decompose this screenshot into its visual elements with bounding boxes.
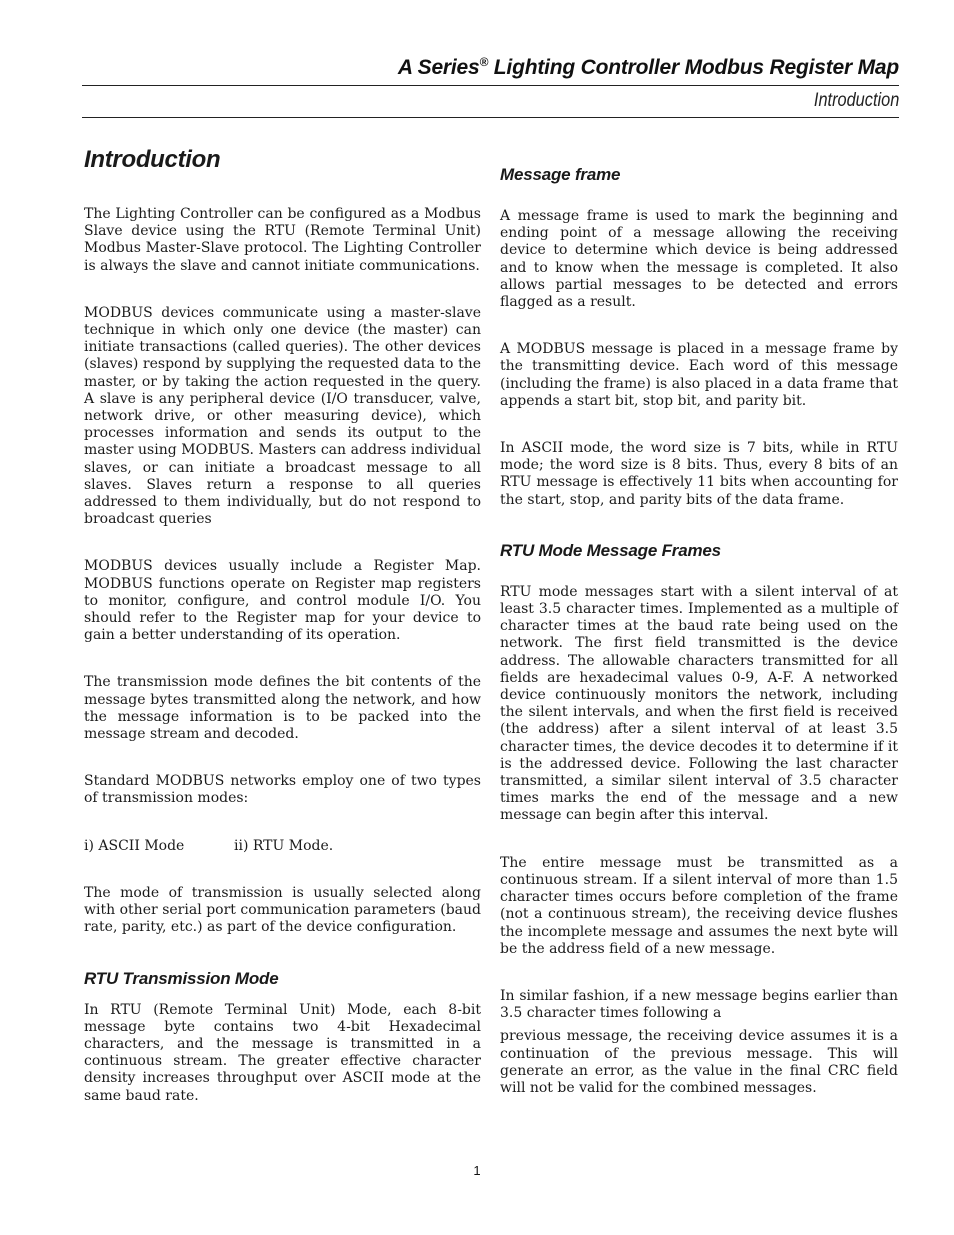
paragraph: Standard MODBUS networks employ one of two types of transmission modes:	[84, 773, 481, 807]
header-section-name: Introduction	[813, 90, 899, 111]
paragraph: MODBUS devices communicate using a master-slave technique in which only one device (the master) can initiate transactions (called queries). The other devices (slaves) respond by supplying the requested data to the master, or by taking the action requested in the query. A slave is any peripheral device (I/O transducer, valve, network drive, or other measuring device), which processes information and sends its output to the master using MODBUS. Masters can address individual slaves, or can initiate a broadcast message to all slaves. Slaves return a response to all queries addressed to them individually, but do not respond to broadcast queries	[84, 304, 481, 528]
section-heading-message-frame: Message frame	[500, 165, 621, 184]
mode-rtu: ii) RTU Mode.	[234, 837, 334, 854]
title-series: A Series	[397, 56, 480, 79]
paragraph: RTU mode messages start with a silent interval of at least 3.5 character times. Implemented as a multiple of character times at the baud rate being used on the network. The first field transmitted is the device address. The allowable characters transmitted for all fields are hexadecimal values 0-9, A-F. A networked device continuously monitors the network, including the silent intervals, and when the first field is received (the address) after a silent interval of at least 3.5 character times, the device decodes it to determine if it is the addressed device. Following the last character transmitted, a similar silent interval of 3.5 character times marks the end of the message and a new message can begin after this interval.	[500, 583, 898, 824]
paragraph: The mode of transmission is usually selected along with other serial port communication parameters (baud rate, parity, etc.) as part of the device configuration.	[84, 884, 481, 936]
right-column	[500, 164, 898, 1097]
paragraph: A message frame is used to mark the beginning and ending point of a message allowing the receiving device to determine which device is being addressed and to know when the message is completed. It also allows partial messages to be detected and errors flagged as a result.	[500, 208, 898, 311]
page-number: 1	[473, 1163, 481, 1178]
mode-ascii: i) ASCII Mode	[84, 837, 185, 854]
section-heading-rtu-frames: RTU Mode Message Frames	[500, 540, 721, 560]
paragraph: The transmission mode defines the bit contents of the message bytes transmitted along the network, and how the message information is to be packed into the message stream and decoded.	[84, 674, 481, 743]
registered-mark: ®	[479, 55, 489, 69]
title-rest: Lighting Controller Modbus Register Map	[488, 56, 899, 79]
paragraph: In ASCII mode, the word size is 7 bits, while in RTU mode; the word size is 8 bits. Thus, every 8 bits of an RTU message is effectively 11 bits when accounting for the start, stop, and parity bits of the data frame.	[500, 440, 898, 508]
paragraph: In similar fashion, if a new message begins earlier than 3.5 character times following a	[500, 987, 898, 1022]
paragraph: previous message, the receiving device assumes it is a continuation of the previous message. This will generate an error, as the value in the final CRC field will not be valid for the combined messages.	[500, 1028, 898, 1096]
paragraph: A MODBUS message is placed in a message frame by the transmitting device. Each word of this message (including the frame) is also placed in a data frame that appends a start bit, stop bit, and parity bit.	[500, 341, 898, 409]
paragraph: The entire message must be transmitted as a continuous stream. If a silent interval of more than 1.5 character times occurs before completion of the frame (not a continuous stream), the receiving device flushes the incomplete message and assumes the next byte will be the address field of a new message.	[500, 854, 898, 957]
paragraph: In RTU (Remote Terminal Unit) Mode, each 8-bit message byte contains two 4-bit Hexadecimal characters, and the message is transmitted in a continuous stream. The greater effective character density increases throughput over ASCII mode at the same baud rate.	[84, 1001, 481, 1104]
document-title	[398, 56, 899, 80]
section-heading-rtu-transmission: RTU Transmission Mode	[84, 968, 279, 988]
paragraph: MODBUS devices usually include a Register Map. MODBUS functions operate on Register map registers to monitor, configure, and control module I/O. You should refer to the Register map for your device to gain a better understanding of its operation.	[84, 558, 481, 644]
transmission-modes-list	[84, 838, 481, 855]
page-heading: Introduction	[84, 146, 221, 173]
header-rule-bottom	[82, 117, 899, 118]
left-column	[84, 144, 481, 1105]
header-rule-top	[82, 85, 899, 86]
paragraph: The Lighting Controller can be configured as a Modbus Slave device using the RTU (Remote Terminal Unit) Modbus Master-Slave protocol. The Lighting Controller is always the slave and cannot initiate communications.	[84, 206, 481, 274]
